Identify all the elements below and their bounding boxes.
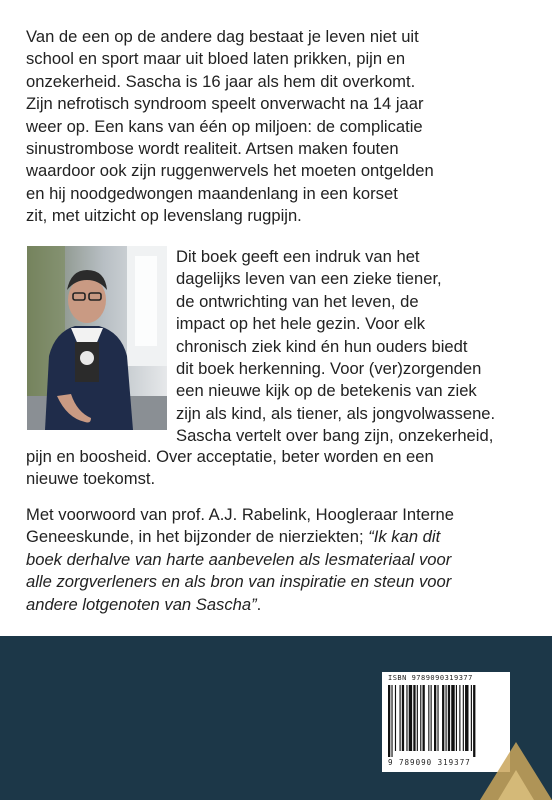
text-segment: Geneeskunde, in het bijzonder de nierziekten; (26, 527, 369, 547)
barcode-bar (471, 685, 472, 751)
barcode-bar (463, 685, 464, 751)
barcode-bar (442, 685, 444, 751)
quote-text: alle zorgverleners en als bron van inspiratie en steun voor (26, 572, 452, 592)
text-line: sinustrombose wordt realiteit. Artsen maken fouten (26, 139, 399, 159)
barcode-bar (473, 685, 475, 757)
text-line: Sascha vertelt over bang zijn, onzekerheid, (176, 426, 494, 446)
text-line: Zijn nefrotisch syndroom speelt onverwacht na 14 jaar (26, 94, 424, 114)
barcode-bar (413, 685, 415, 751)
barcode-bar (409, 685, 412, 751)
barcode-bar (395, 685, 396, 751)
text-line: pijn en boosheid. Over acceptatie, beter worden en een (26, 447, 434, 466)
barcode-bar (437, 685, 438, 751)
foreword-paragraph (26, 504, 454, 616)
text-line: nieuwe toekomst. (26, 469, 156, 489)
barcode-bar (446, 685, 447, 751)
text-line: Van de een op de andere dag bestaat je leven niet uit (26, 27, 419, 46)
text-line (26, 594, 454, 616)
barcode-bar (406, 685, 407, 751)
text-line: waardoor ook zijn ruggenwervels het moeten ontgelden (26, 161, 434, 181)
isbn-digits: 9 789090 319377 (388, 758, 471, 767)
quote-text: “Ik kan dit (368, 527, 441, 547)
text-line: Dit boek geeft een indruk van het (176, 247, 420, 266)
author-photo-image (27, 246, 167, 430)
text-line: onzekerheid. Sascha is 16 jaar als hem dit overkomt. (26, 71, 416, 91)
text-line: een nieuwe kijk op de betekenis van ziek (176, 381, 477, 401)
barcode-bar (456, 685, 457, 751)
description-paragraph-continued (26, 446, 434, 491)
barcode-bar (434, 685, 436, 751)
barcode-bar (400, 685, 401, 751)
text-line: dagelijks leven van een zieke tiener, (176, 269, 442, 289)
text-line: dit boek herkenning. Voor (ver)zorgenden (176, 359, 482, 379)
author-photo (27, 246, 167, 430)
watermark-logo (480, 742, 552, 800)
barcode-bar (423, 685, 425, 751)
barcode-bar (420, 685, 421, 751)
barcode-bar (402, 685, 404, 751)
text-line: zit, met uitzicht op levenslang rugpijn. (26, 206, 302, 226)
intro-paragraph (26, 26, 434, 228)
text-line (26, 526, 454, 548)
barcode-bar (417, 685, 418, 751)
text-line: de ontwrichting van het leven, de (176, 291, 419, 311)
barcode-bar (451, 685, 454, 751)
isbn-label: ISBN 9789090319377 (388, 674, 473, 682)
description-paragraph (176, 246, 495, 448)
barcode-bar (431, 685, 432, 751)
text-segment: . (256, 594, 262, 614)
quote-text: boek derhalve van harte aanbevelen als lesmateriaal voor (26, 549, 452, 569)
quote-text: andere lotgenoten van Sascha” (26, 594, 257, 614)
text-line: school en sport maar uit bloed laten prikken, pijn en (26, 49, 406, 69)
barcode-bar (391, 685, 392, 757)
barcode-bar (465, 685, 468, 751)
barcode-bar (448, 685, 450, 751)
text-line: weer op. Een kans van één op miljoen: de complicatie (26, 116, 423, 136)
text-line: en hij noodgedwongen maandenlang in een korset (26, 183, 398, 203)
barcode-bar (388, 685, 390, 757)
text-line: zijn als kind, als tiener, als jongvolwassene. (176, 403, 496, 423)
barcode-bar (428, 685, 429, 751)
barcode-bar (459, 685, 460, 751)
text-line: impact op het hele gezin. Voor elk (176, 314, 426, 334)
text-line: chronisch ziek kind én hun ouders biedt (176, 336, 468, 356)
text-line: Met voorwoord van prof. A.J. Rabelink, Hoogleraar Interne (26, 505, 454, 524)
